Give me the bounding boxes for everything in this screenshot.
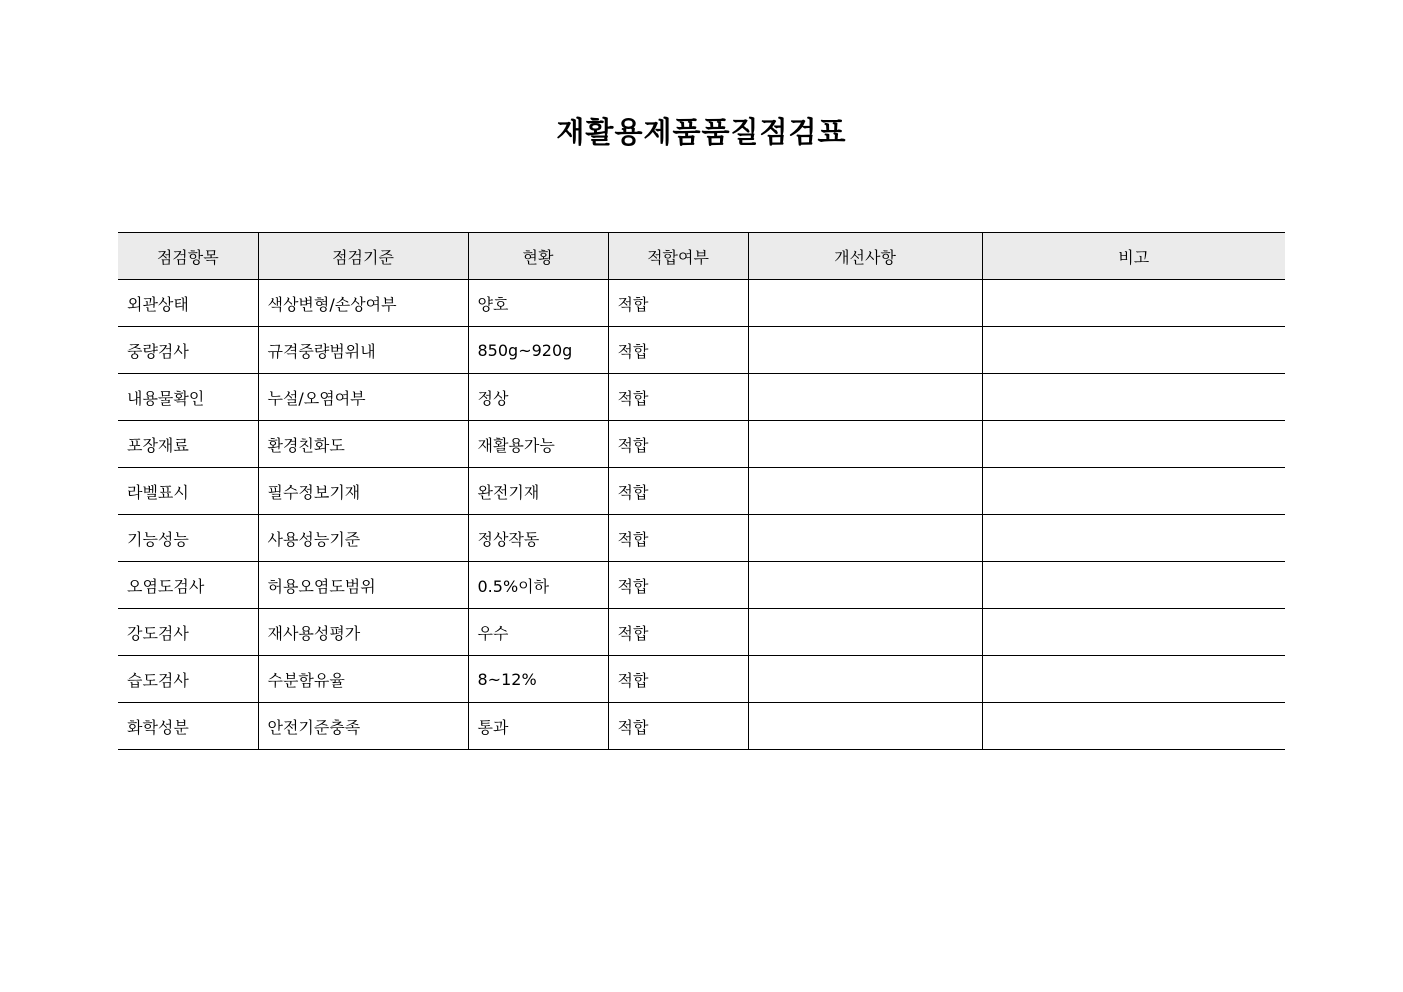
cell-improvements [748,421,982,468]
header-cell-inspection-criteria: 점검기준 [258,233,468,280]
cell-remarks [982,515,1285,562]
cell-inspection-criteria: 사용성능기준 [258,515,468,562]
cell-conformity: 적합 [608,327,748,374]
cell-improvements [748,327,982,374]
cell-inspection-criteria: 규격중량범위내 [258,327,468,374]
cell-status: 정상작동 [468,515,608,562]
cell-inspection-criteria: 색상변형/손상여부 [258,280,468,327]
table-row [118,468,1285,515]
cell-status: 완전기재 [468,468,608,515]
cell-conformity: 적합 [608,703,748,750]
cell-status: 양호 [468,280,608,327]
cell-remarks [982,374,1285,421]
cell-improvements [748,280,982,327]
cell-remarks [982,421,1285,468]
header-cell-conformity: 적합여부 [608,233,748,280]
cell-inspection-item: 내용물확인 [118,374,258,421]
cell-remarks [982,562,1285,609]
cell-improvements [748,515,982,562]
cell-inspection-item: 화학성분 [118,703,258,750]
cell-inspection-criteria: 허용오염도범위 [258,562,468,609]
cell-remarks [982,703,1285,750]
table-row [118,703,1285,750]
table-row [118,562,1285,609]
cell-conformity: 적합 [608,374,748,421]
cell-conformity: 적합 [608,468,748,515]
cell-inspection-criteria: 환경친화도 [258,421,468,468]
cell-conformity: 적합 [608,609,748,656]
cell-inspection-criteria: 안전기준충족 [258,703,468,750]
cell-improvements [748,468,982,515]
cell-conformity: 적합 [608,656,748,703]
cell-conformity: 적합 [608,515,748,562]
cell-inspection-item: 습도검사 [118,656,258,703]
cell-conformity: 적합 [608,421,748,468]
cell-status: 850g~920g [468,327,608,374]
cell-status: 정상 [468,374,608,421]
table-row [118,656,1285,703]
cell-conformity: 적합 [608,562,748,609]
cell-inspection-criteria: 재사용성평가 [258,609,468,656]
cell-remarks [982,327,1285,374]
cell-improvements [748,609,982,656]
cell-inspection-item: 기능성능 [118,515,258,562]
table-header-row [118,233,1285,280]
header-cell-inspection-item: 점검항목 [118,233,258,280]
cell-status: 0.5%이하 [468,562,608,609]
cell-inspection-criteria: 누설/오염여부 [258,374,468,421]
cell-inspection-item: 강도검사 [118,609,258,656]
header-cell-improvements: 개선사항 [748,233,982,280]
cell-improvements [748,562,982,609]
cell-inspection-item: 중량검사 [118,327,258,374]
cell-status: 재활용가능 [468,421,608,468]
cell-status: 통과 [468,703,608,750]
table-row [118,280,1285,327]
table-row [118,515,1285,562]
cell-remarks [982,280,1285,327]
table-row [118,421,1285,468]
table-row [118,327,1285,374]
table-row [118,374,1285,421]
cell-inspection-item: 라벨표시 [118,468,258,515]
cell-inspection-item: 외관상태 [118,280,258,327]
cell-remarks [982,656,1285,703]
cell-conformity: 적합 [608,280,748,327]
cell-remarks [982,468,1285,515]
cell-remarks [982,609,1285,656]
table-row [118,609,1285,656]
header-cell-remarks: 비고 [982,233,1285,280]
cell-inspection-criteria: 필수정보기재 [258,468,468,515]
cell-inspection-item: 오염도검사 [118,562,258,609]
cell-improvements [748,374,982,421]
cell-improvements [748,656,982,703]
cell-inspection-item: 포장재료 [118,421,258,468]
header-cell-status: 현황 [468,233,608,280]
cell-inspection-criteria: 수분함유율 [258,656,468,703]
cell-improvements [748,703,982,750]
document-title: 재활용제품품질점검표 [556,115,847,149]
cell-status: 우수 [468,609,608,656]
cell-status: 8~12% [468,656,608,703]
inspection-table [118,232,1285,750]
